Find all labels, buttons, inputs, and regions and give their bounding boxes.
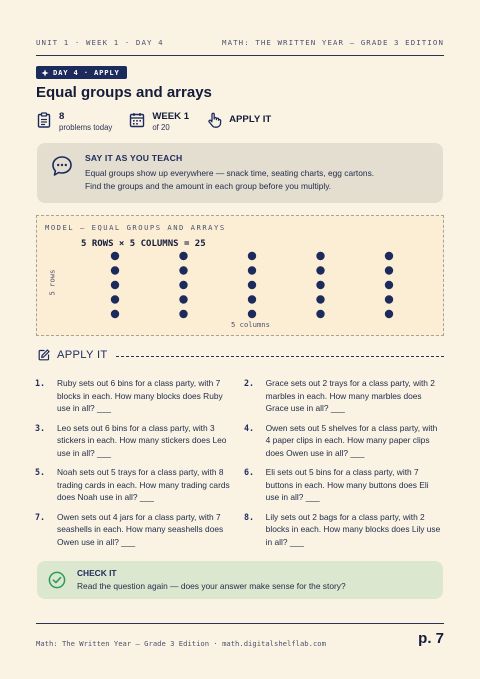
- callout-body: [85, 167, 435, 193]
- problem-text: Owen sets out 5 shelves for a class party, with 4 paper clips in each. How many paper clips does Owen use in all? ___: [265, 422, 438, 458]
- problem-text: Leo sets out 6 bins for a class party, with 3 stickers in each. How many stickers does Leo use in all? ___: [57, 422, 227, 458]
- callout-line-1: Equal groups show up everywhere — snack time, seating charts, egg cartons.: [85, 168, 375, 178]
- header-unit-week-day: UNIT 1 · WEEK 1 · DAY 4: [36, 38, 164, 47]
- problem-number: 7.: [35, 511, 46, 522]
- header-book-title: MATH: THE WRITTEN YEAR — GRADE 3 EDITION: [222, 38, 444, 47]
- problem-item: [244, 377, 443, 415]
- check-it-callout: [37, 561, 443, 599]
- array-dot: [248, 310, 256, 318]
- day-badge-label: DAY 4 · APPLY: [53, 68, 120, 77]
- edit-pencil-icon: [38, 349, 50, 361]
- problem-list: [35, 377, 445, 548]
- array-dot: [179, 281, 187, 289]
- problem-number: 5.: [35, 467, 46, 477]
- pointing-hand-icon: [206, 112, 222, 128]
- problem-item: [244, 422, 443, 460]
- array-dot: [316, 281, 324, 289]
- page-title: Equal groups and arrays: [36, 84, 212, 101]
- week-total: of 20: [152, 123, 170, 132]
- header-rule: [36, 55, 444, 56]
- problem-number: 2.: [244, 378, 255, 388]
- clipboard-icon: [36, 112, 52, 128]
- columns-axis-label: 5 columns: [231, 320, 270, 329]
- array-dot: [248, 295, 256, 303]
- calendar-icon: [129, 112, 145, 128]
- problem-item: [244, 511, 443, 549]
- stat-problems: [36, 111, 112, 133]
- teaching-callout: [37, 143, 443, 203]
- apply-section-header: [38, 347, 444, 363]
- array-model: [36, 215, 444, 336]
- speech-bubble-icon: [51, 155, 73, 177]
- problem-item: [35, 377, 244, 415]
- stat-mode: [206, 111, 271, 129]
- array-dot: [111, 252, 119, 260]
- array-dot: [179, 310, 187, 318]
- array-dot: [111, 310, 119, 318]
- page-number: p. 7: [418, 630, 444, 647]
- array-dot: [385, 252, 393, 260]
- model-label: MODEL — EQUAL GROUPS AND ARRAYS: [45, 223, 226, 232]
- rows-axis-label: 5 rows: [47, 269, 57, 296]
- problem-number: 4.: [244, 422, 255, 433]
- problem-text: Noah sets out 5 trays for a class party, with 8 trading cards in each. How many trading cards does Noah use in all? ___: [57, 467, 230, 502]
- check-body: Read the question again — does your answer make sense for the story?: [77, 581, 346, 591]
- array-dot: [111, 281, 119, 289]
- problem-item: [244, 466, 443, 504]
- array-dot: [385, 295, 393, 303]
- running-header: [36, 38, 444, 47]
- stat-week: [129, 111, 189, 133]
- problem-number: 6.: [244, 467, 255, 477]
- array-dot: [385, 266, 393, 274]
- problem-text: Lily sets out 2 bags for a class party, with 2 blocks in each. How many blocks does Lily use in all? ___: [265, 511, 441, 547]
- problem-item: [35, 422, 244, 460]
- problem-text: Grace sets out 2 trays for a class party, with 2 marbles in each. How many marbles does Grace use in all? ___: [265, 378, 435, 413]
- array-dot: [248, 281, 256, 289]
- array-dot: [111, 266, 119, 274]
- lesson-stats: [36, 111, 288, 133]
- dot-array: [37, 216, 445, 337]
- array-dot: [248, 252, 256, 260]
- day-badge: [36, 66, 127, 79]
- problem-text: Ruby sets out 6 bins for a class party, with 7 blocks in each. How many blocks does Ruby use in all? ___: [57, 378, 223, 413]
- array-dot: [385, 281, 393, 289]
- array-dot: [179, 252, 187, 260]
- callout-title: SAY IT AS YOU TEACH: [85, 153, 183, 163]
- week-number: WEEK 1: [152, 111, 190, 122]
- footer-rule: [36, 623, 444, 624]
- mode-label: APPLY IT: [229, 114, 272, 125]
- problem-item: [35, 466, 244, 504]
- check-circle-icon: [48, 571, 66, 589]
- footer-credit: Math: The Written Year — Grade 3 Edition · math.digitalshelflab.com: [36, 639, 326, 648]
- sparkle-icon: [41, 69, 49, 77]
- problem-text: Owen sets out 4 jars for a class party, with 7 seashells in each. How many seashells does Owen use in all? ___: [57, 511, 224, 547]
- problem-item: [35, 511, 244, 549]
- problem-number: 8.: [244, 511, 255, 522]
- model-equation: 5 ROWS × 5 COLUMNS = 25: [81, 239, 206, 249]
- problem-number: 3.: [35, 422, 46, 433]
- array-dot: [111, 295, 119, 303]
- array-dot: [179, 295, 187, 303]
- apply-title: APPLY IT: [57, 349, 108, 361]
- array-dot: [316, 252, 324, 260]
- problems-label: problems today: [59, 123, 113, 132]
- array-dot: [316, 310, 324, 318]
- array-dot: [316, 266, 324, 274]
- apply-dashed-rule: [116, 356, 445, 357]
- array-dot: [316, 295, 324, 303]
- array-dot: [179, 266, 187, 274]
- check-title: CHECK IT: [77, 568, 117, 578]
- array-dot: [385, 310, 393, 318]
- array-dot: [248, 266, 256, 274]
- problems-count: 8: [59, 111, 65, 122]
- problem-text: Eli sets out 5 bins for a class party, with 7 buttons in each. How many buttons does Eli use in all? ___: [265, 467, 429, 502]
- callout-line-2: Find the groups and the amount in each group before you multiply.: [85, 181, 332, 191]
- problem-number: 1.: [35, 378, 46, 388]
